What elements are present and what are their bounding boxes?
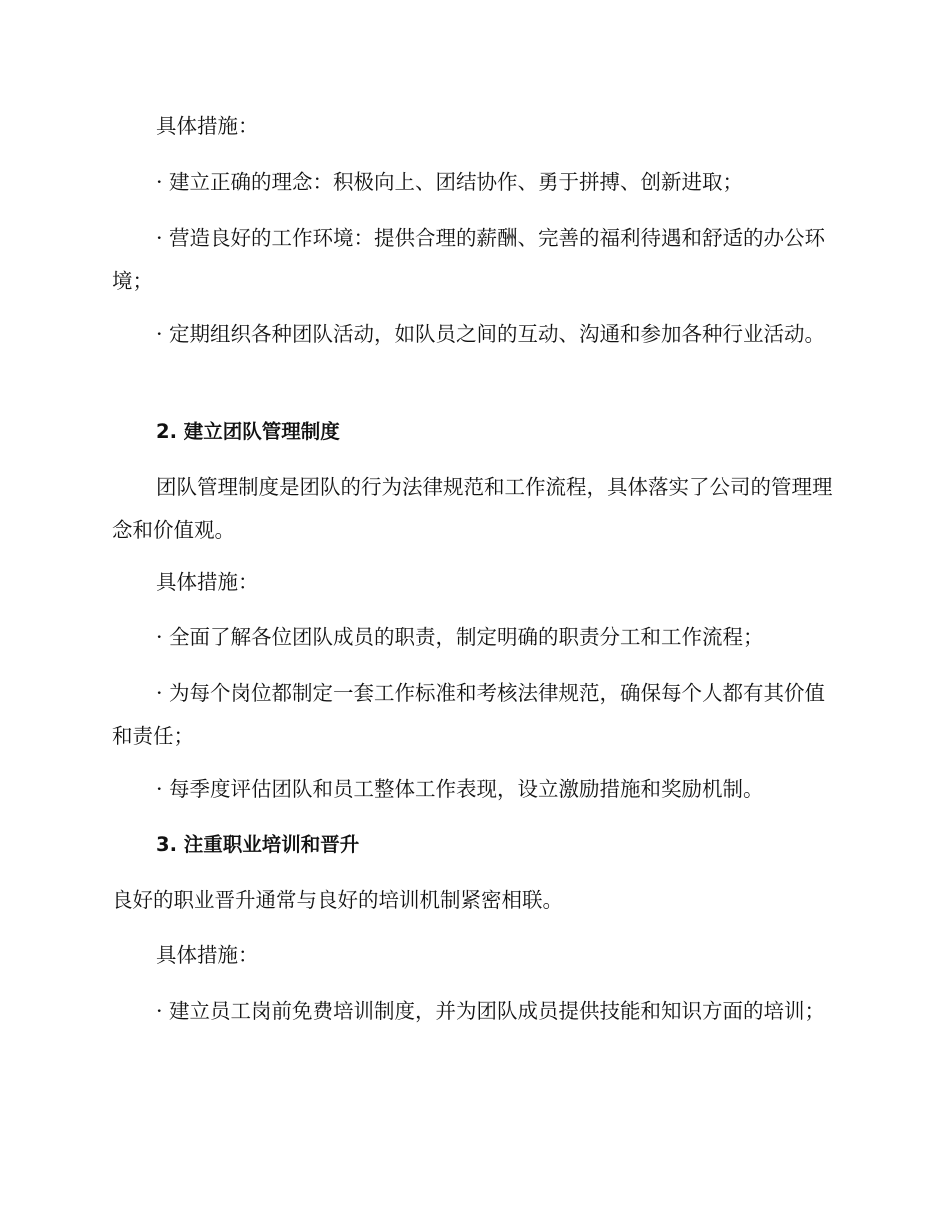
measures-label-3: 具体措施： <box>156 943 259 967</box>
measures-label-2: 具体措施： <box>156 570 259 594</box>
section-heading-2: 2. 建立团队管理制度 <box>156 420 340 443</box>
section-3-intro: 良好的职业晋升通常与良好的培训机制紧密相联。 <box>112 888 563 912</box>
bullet-item-4: · 全面了解各位团队成员的职责，制定明确的职责分工和工作流程； <box>156 625 764 649</box>
bullet-item-3: · 定期组织各种团队活动，如队员之间的互动、沟通和参加各种行业活动。 <box>156 322 826 346</box>
bullet-item-2: · 营造良好的工作环境：提供合理的薪酬、完善的福利待遇和舒适的办公环境； <box>112 226 826 293</box>
measures-label-1: 具体措施： <box>156 114 259 138</box>
section-heading-3: 3. 注重职业培训和晋升 <box>156 833 360 856</box>
bullet-item-1: · 建立正确的理念：积极向上、团结协作、勇于拼搏、创新进取； <box>156 170 744 194</box>
section-2-intro: 团队管理制度是团队的行为法律规范和工作流程，具体落实了公司的管理理念和价值观。 <box>112 475 833 542</box>
bullet-item-7: · 建立员工岗前免费培训制度，并为团队成员提供技能和知识方面的培训； <box>156 999 826 1023</box>
bullet-item-5: · 为每个岗位都制定一套工作标准和考核法律规范，确保每个人都有其价值和责任； <box>112 681 826 748</box>
bullet-item-6: · 每季度评估团队和员工整体工作表现，设立激励措施和奖励机制。 <box>156 777 764 801</box>
